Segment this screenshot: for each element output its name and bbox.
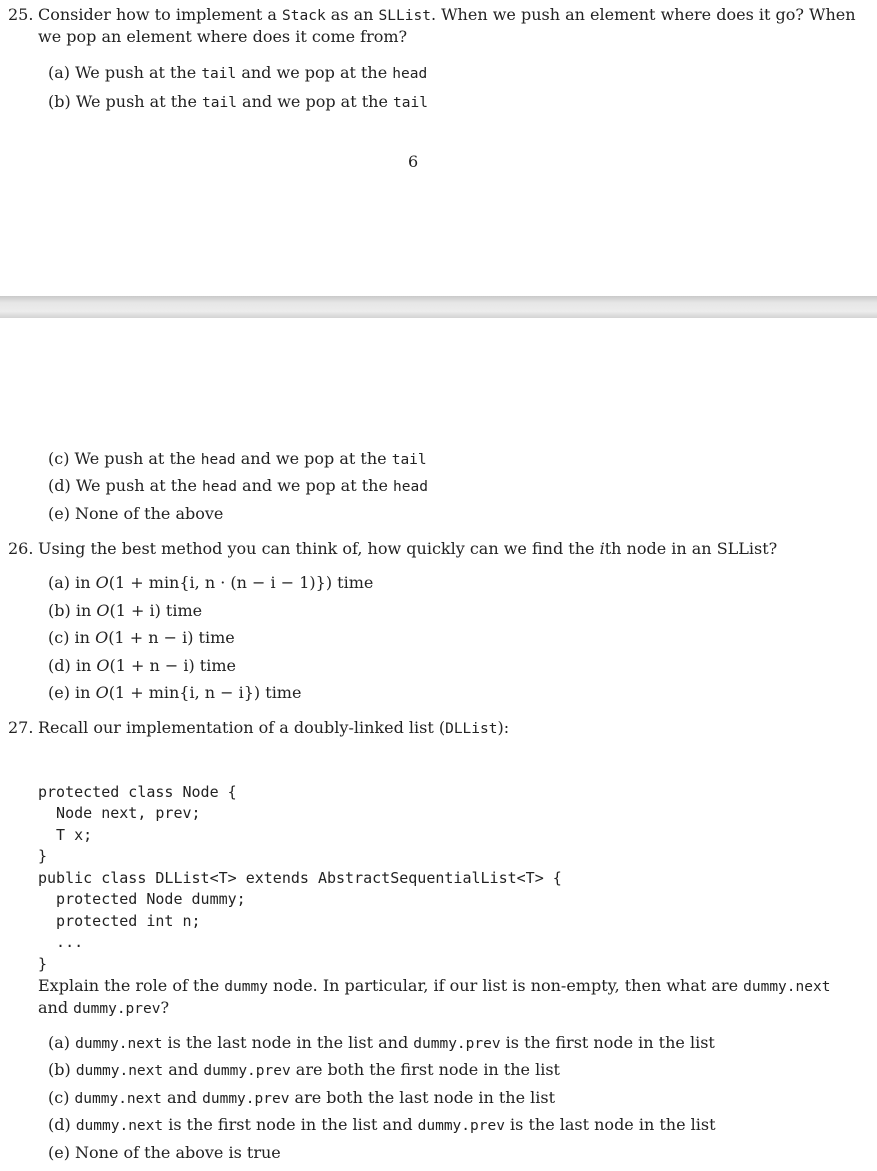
page-number: 6 [408, 152, 419, 171]
q27-option-a: (a) dummy.next is the last node in the list and dummy.prev is the first node in the list [48, 1033, 715, 1052]
q26-option-b: (b) in O(1 + i) time [48, 601, 203, 620]
code-line: protected Node dummy; [38, 890, 246, 908]
q27-number: 27. [8, 718, 34, 737]
q25-option-d: (d) We push at the head and we pop at the head [48, 476, 428, 495]
q27-option-d: (d) dummy.next is the first node in the list and dummy.prev is the last node in the list [48, 1115, 716, 1134]
q26-option-c: (c) in O(1 + n − i) time [48, 628, 235, 647]
q26-option-d: (d) in O(1 + n − i) time [48, 656, 236, 675]
q25-option-e: (e) None of the above [48, 504, 224, 523]
q27-explain-line2: and dummy.prev? [38, 998, 170, 1017]
q27-option-e: (e) None of the above is true [48, 1143, 281, 1162]
q25-option-b: (b) We push at the tail and we pop at the tail [48, 92, 428, 111]
q25-option-a: (a) We push at the tail and we pop at the head [48, 63, 428, 82]
q27-text: Recall our implementation of a doubly-linked list (DLList): [38, 718, 510, 737]
q26-option-a: (a) in O(1 + min{i, n · (n − i − 1)}) time [48, 573, 374, 592]
q27-explain-line1: Explain the role of the dummy node. In particular, if our list is non-empty, then what are dummy.next [38, 976, 831, 995]
code-line: T x; [38, 825, 93, 844]
code-line: } [38, 847, 48, 865]
q26-option-e: (e) in O(1 + min{i, n − i}) time [48, 683, 302, 702]
code-line: protected class Node { [38, 782, 237, 801]
code-line: protected int n; [38, 911, 201, 930]
q25-option-c: (c) We push at the head and we pop at the tail [48, 449, 427, 468]
q25-number: 25. [8, 5, 34, 24]
q26-number: 26. [8, 539, 34, 558]
code-line: Node next, prev; [38, 804, 201, 822]
code-line: } [38, 954, 48, 973]
q27-option-c: (c) dummy.next and dummy.prev are both the last node in the list [48, 1088, 556, 1107]
page-break-divider [0, 296, 877, 318]
code-line: public class DLList<T> extends AbstractSequentialList<T> { [38, 868, 562, 887]
code-block [38, 760, 562, 997]
q26-text: Using the best method you can think of, how quickly can we find the ith node in an SLList? [38, 539, 778, 558]
code-line: ... [38, 933, 84, 951]
q25-text-line2: we pop an element where does it come from? [38, 27, 408, 46]
q27-option-b: (b) dummy.next and dummy.prev are both the first node in the list [48, 1060, 560, 1079]
q25-text-line1: Consider how to implement a Stack as an SLList. When we push an element where does it go? When [38, 5, 856, 24]
